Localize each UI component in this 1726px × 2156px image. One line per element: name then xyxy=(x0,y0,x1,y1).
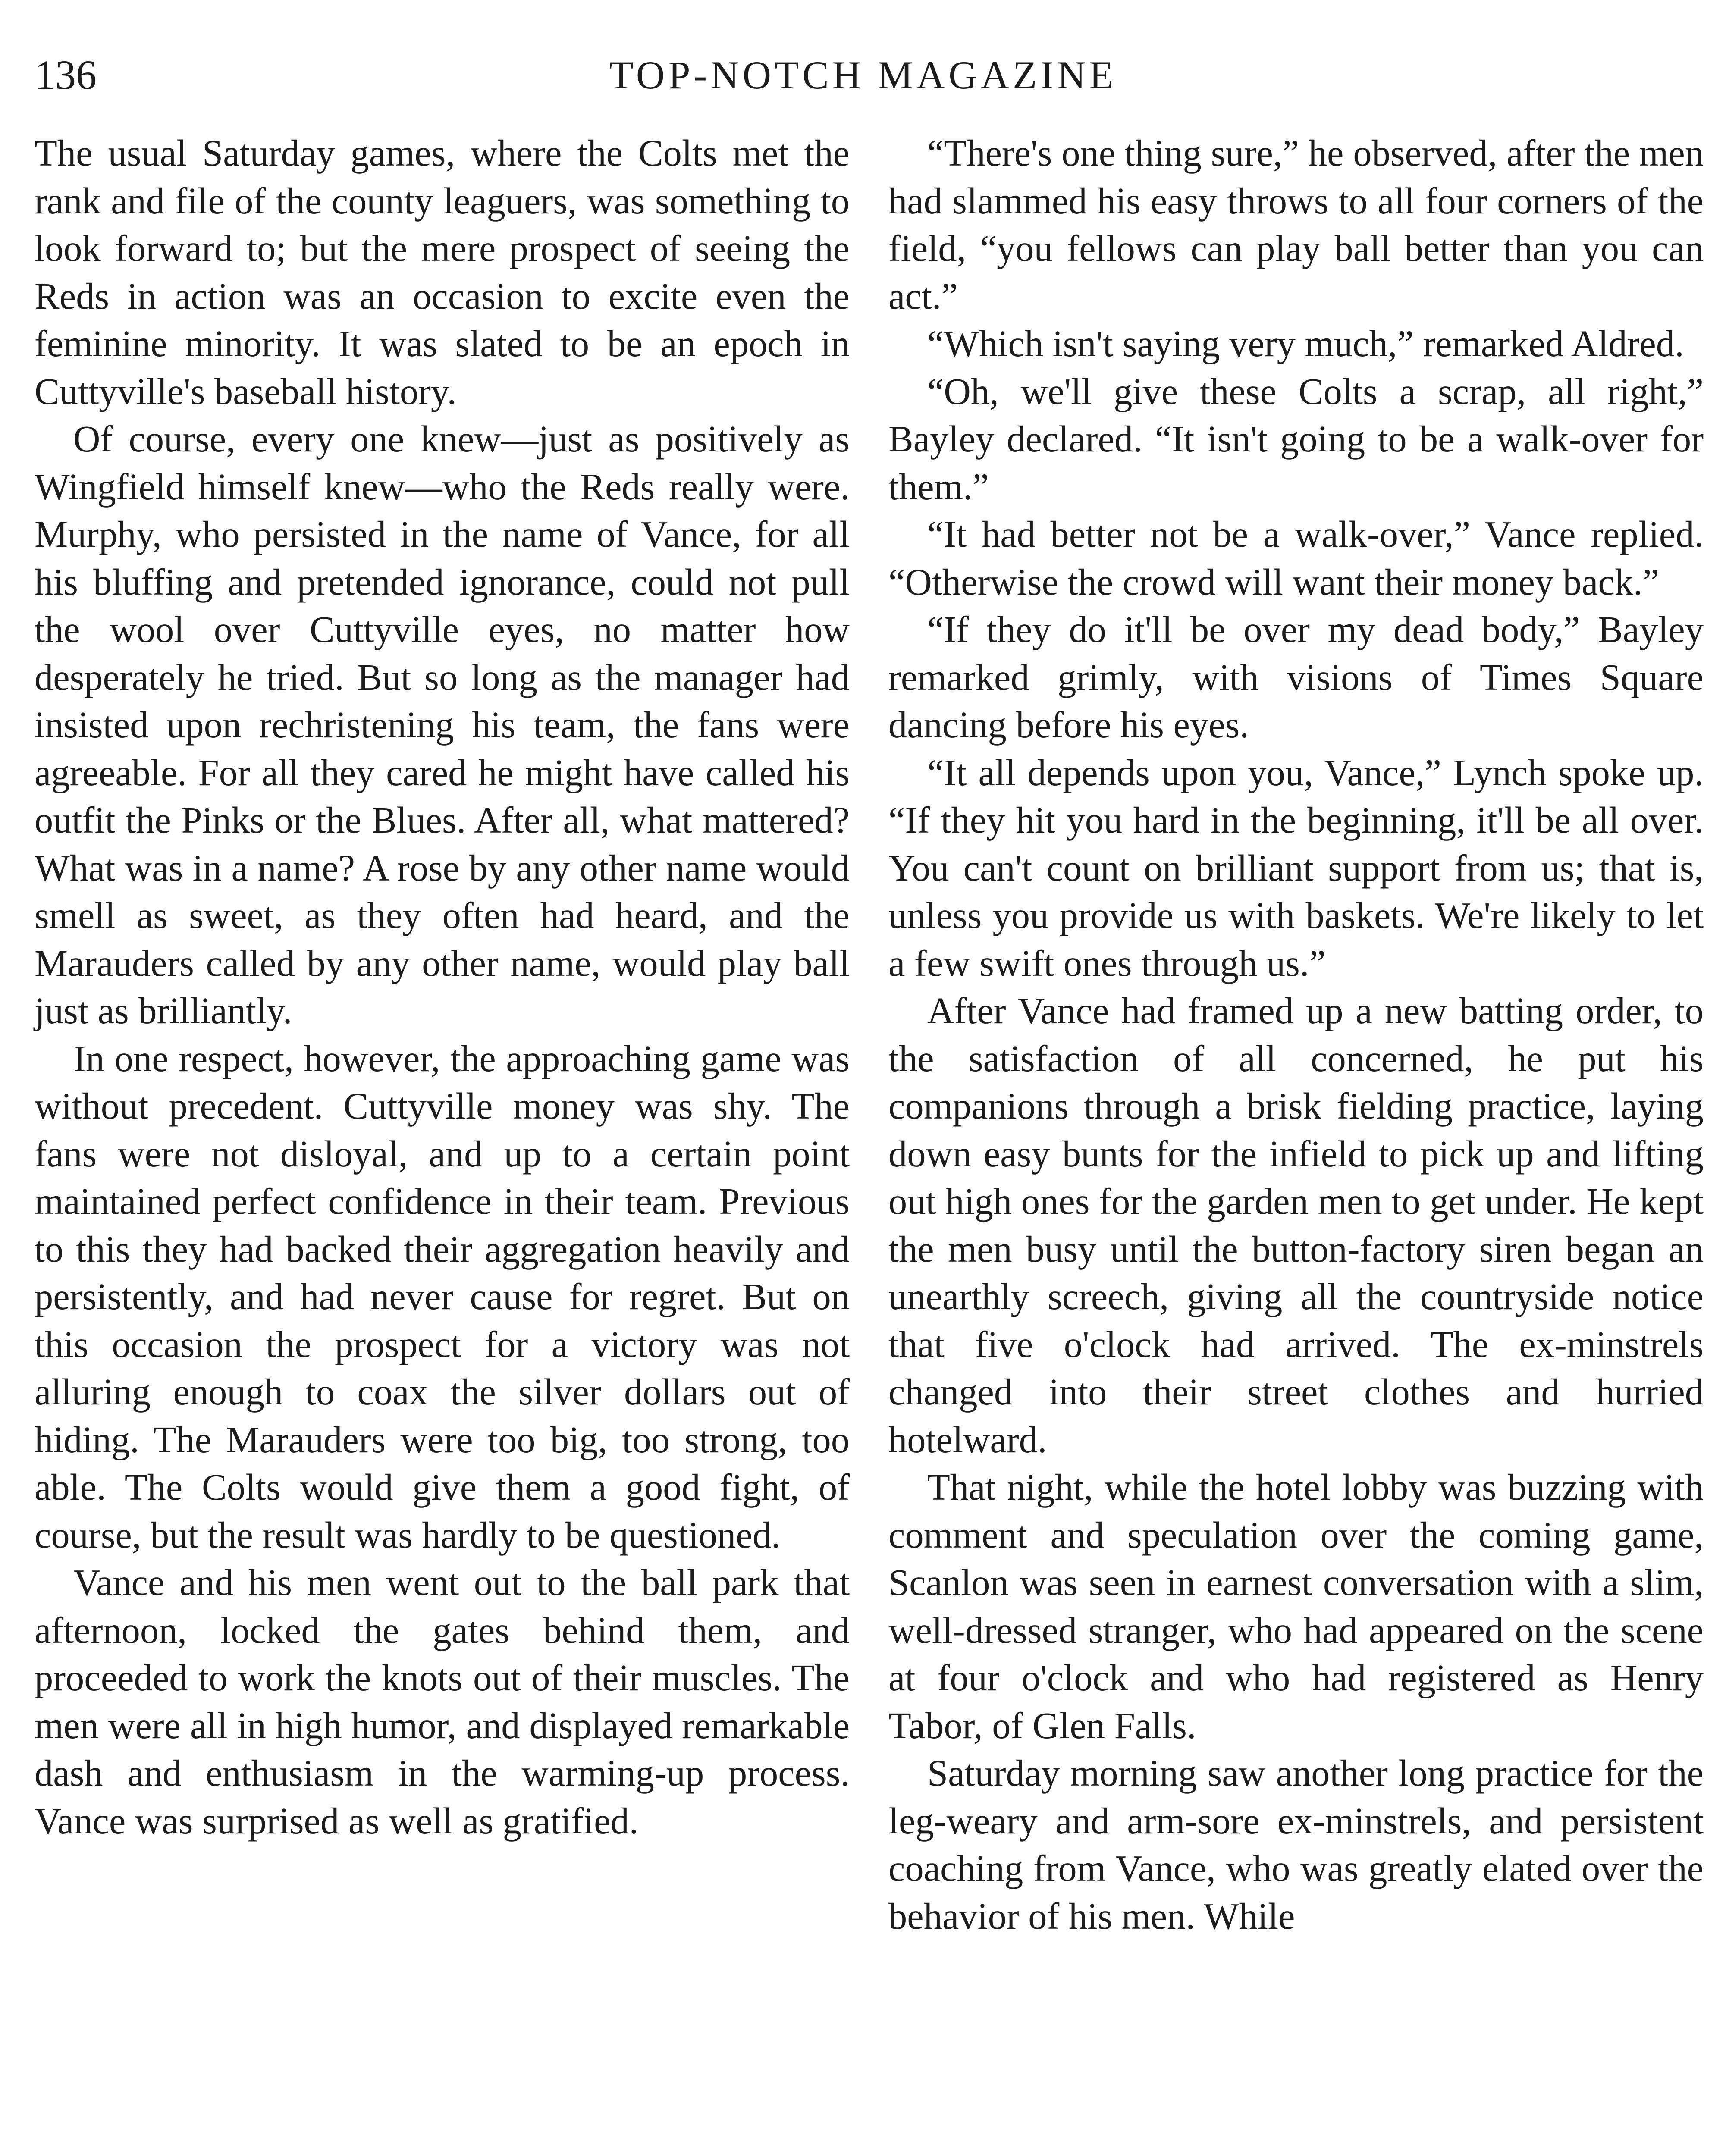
paragraph: Saturday morning saw another long practice for the leg-weary and arm-sore ex-minstrels, and persistent coaching from Vance, who was greatly elated over the behavior of his men. While xyxy=(888,1752,1704,1937)
paragraph: That night, while the hotel lobby was buzzing with comment and speculation over the coming game, Scanlon was seen in earnest conversation with a slim, well-dressed stranger, who had appeared on the scene at four o'clock and who had registered as Henry Tabor, of Glen Falls. xyxy=(888,1467,1704,1746)
paragraph: Of course, every one knew—just as positively as Wingfield himself knew—who the Reds really were. Murphy, who persisted in the name of Vance, for all his bluffing and pretended ignorance, could not pull the wool over Cuttyville eyes, no matter how desperately he tried. But so long as the manager had insisted upon rechristening his team, the fans were agreeable. For all they cared he might have called his outfit the Pinks or the Blues. After all, what mattered? What was in a name? A rose by any other name would smell as sweet, as they often had heard, and the Marauders called by any other name, would play ball just as brilliantly. xyxy=(35,418,850,1031)
paragraph: “Oh, we'll give these Colts a scrap, all right,” Bayley declared. “It isn't going to be a walk-over for them.” xyxy=(888,370,1704,508)
paragraph: After Vance had framed up a new batting order, to the satisfaction of all concerned, he put his companions through a brisk fielding practice, laying down easy bunts for the infield to pick up and lifting out high ones for the garden men to get under. He kept the men busy until the button-factory siren began an unearthly screech, giving all the countryside notice that five o'clock had arrived. The ex-minstrels changed into their street clothes and hurried hotelward. xyxy=(888,990,1704,1460)
page-header xyxy=(35,45,1691,105)
paragraph: “If they do it'll be over my dead body,” Bayley remarked grimly, with visions of Times Square dancing before his eyes. xyxy=(888,609,1704,746)
paragraph: In one respect, however, the approaching game was without precedent. Cuttyville money was shy. The fans were not disloyal, and up to a certain point maintained perfect confidence in their team. Previous to this they had backed their aggregation heavily and persistently, and had never cause for regret. But on this occasion the prospect for a victory was not alluring enough to coax the silver dollars out of hiding. The Marauders were too big, too strong, too able. The Colts would give them a good fight, of course, but the result was hardly to be questioned. xyxy=(35,1037,850,1556)
paragraph: The usual Saturday games, where the Colts met the rank and file of the county leaguers, was something to look forward to; but the mere prospect of seeing the Reds in action was an occasion to excite even the feminine minority. It was slated to be an epoch in Cuttyville's baseball history. xyxy=(35,132,850,412)
paragraph: “It all depends upon you, Vance,” Lynch spoke up. “If they hit you hard in the beginning, it'll be all over. You can't count on brilliant support from us; that is, unless you provide us with baskets. We're likely to let a few swift ones through us.” xyxy=(888,752,1704,984)
page-number: 136 xyxy=(35,52,97,98)
paragraph: “There's one thing sure,” he observed, after the men had slammed his easy throws to all four corners of the field, “you fellows can play ball better than you can act.” xyxy=(888,132,1704,317)
paragraph: “It had better not be a walk-over,” Vance replied. “Otherwise the crowd will want their money back.” xyxy=(888,514,1704,603)
left-column xyxy=(35,129,850,1845)
right-column xyxy=(888,129,1704,1940)
paragraph: Vance and his men went out to the ball park that afternoon, locked the gates behind them, and proceeded to work the knots out of their muscles. The men were all in high humor, and displayed remarkable dash and enthusiasm in the warming-up process. Vance was surprised as well as gratified. xyxy=(35,1562,850,1842)
paragraph: “Which isn't saying very much,” remarked Aldred. xyxy=(927,323,1684,364)
running-title: TOP-NOTCH MAGAZINE xyxy=(609,53,1117,97)
